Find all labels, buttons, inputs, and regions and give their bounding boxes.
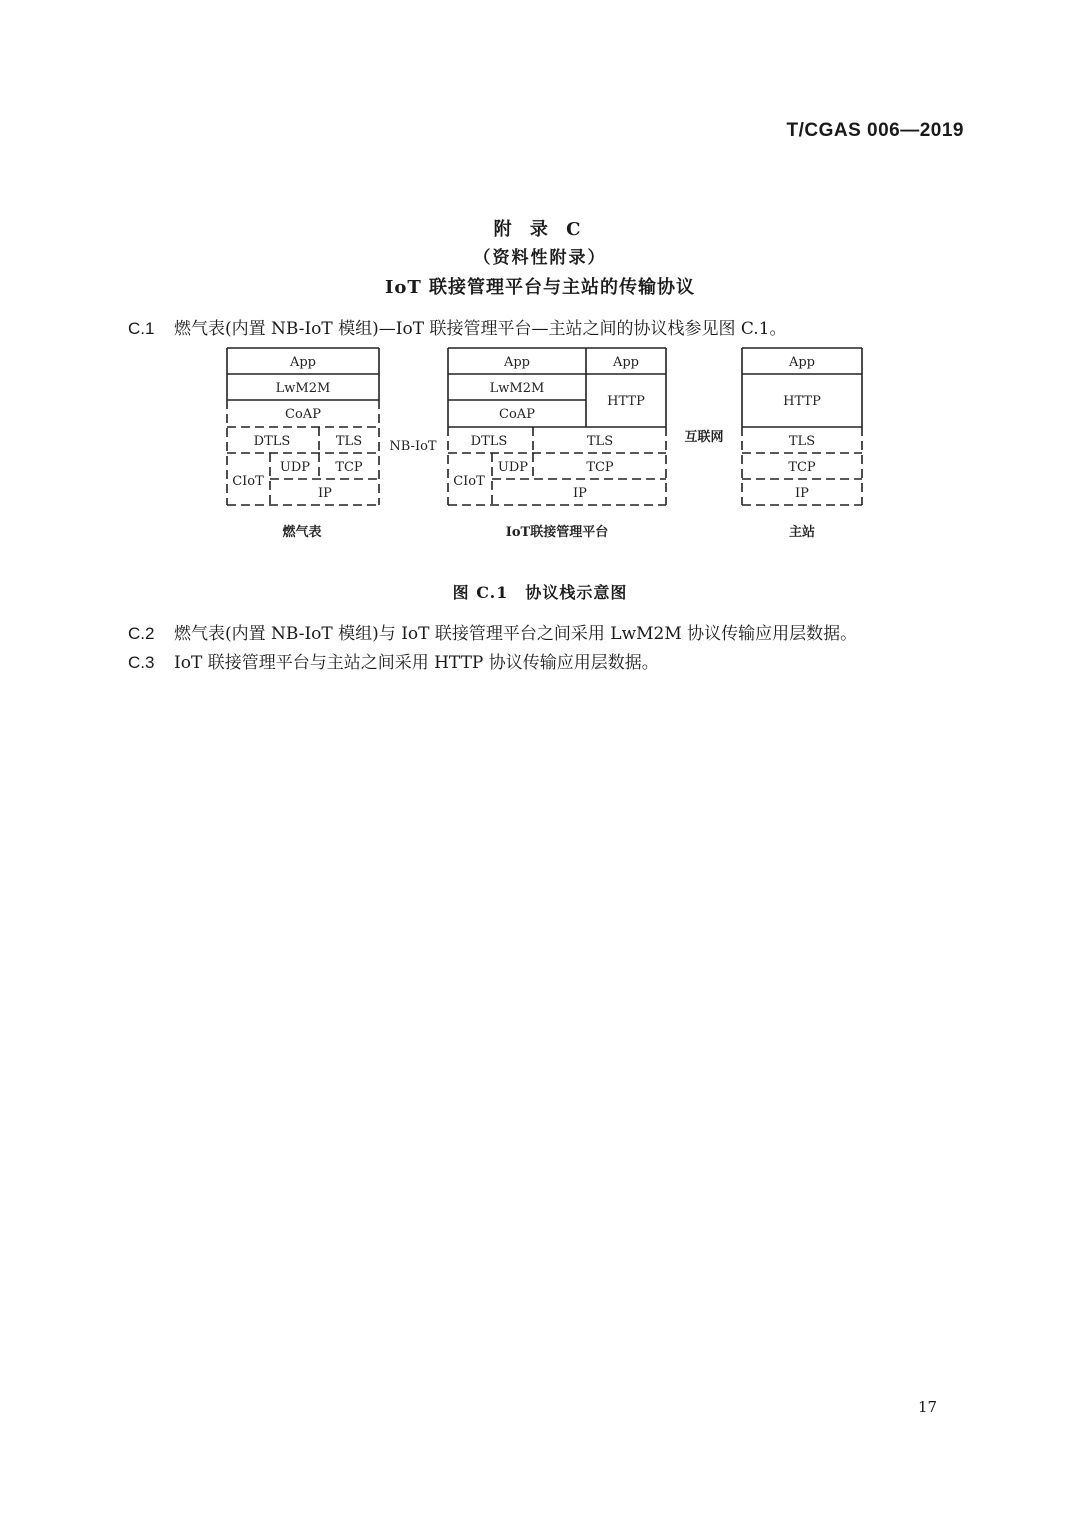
platform-layer-http: HTTP [607,394,645,409]
page-number: 17 [918,1398,938,1416]
platform-layer-coap: CoAP [499,407,535,422]
paragraph-number: C.1 [128,319,155,338]
meter-layer-ip: IP [318,486,332,501]
station-layer-tcp: TCP [788,460,816,475]
meter-label: 燃气表 [282,525,322,540]
paragraph-text: 燃气表(内置 NB-IoT 模组)—IoT 联接管理平台—主站之间的协议栈参见图 C.1。 [174,319,787,339]
platform-layer-udp: UDP [497,460,529,475]
platform-layer-app-left: App [503,355,531,370]
paragraph-number: C.3 [128,653,155,672]
meter-layer-dtls: DTLS [253,434,291,449]
platform-layer-app-right: App [612,355,640,370]
meter-layer-tcp: TCP [335,460,363,475]
platform-layer-ciot: CIoT [453,474,485,489]
meter-layer-coap: CoAP [285,407,321,422]
station-layer-ip: IP [795,486,809,501]
station-layer-app: App [788,355,816,370]
appendix-heading: IoT 联接管理平台与主站的传输协议 [384,277,696,298]
station-label: 主站 [788,525,816,540]
meter-layer-lwm2m: LwM2M [275,381,331,396]
paragraph-c2 [128,622,968,646]
appendix-subtitle: （资料性附录） [473,248,607,268]
platform-layer-dtls: DTLS [470,434,508,449]
meter-layer-ciot: CIoT [232,474,264,489]
paragraph-number: C.2 [128,624,155,643]
station-layer-http: HTTP [783,394,821,409]
meter-layer-app: App [289,355,317,370]
platform-layer-lwm2m: LwM2M [489,381,545,396]
paragraph-text: IoT 联接管理平台与主站之间采用 HTTP 协议传输应用层数据。 [174,653,659,673]
platform-layer-ip: IP [573,486,587,501]
internet-link-label: 互联网 [684,430,724,445]
meter-layer-tls: TLS [335,434,363,449]
nb-iot-link-label: NB-IoT [389,439,437,454]
document-code: T/CGAS 006—2019 [786,120,964,141]
platform-label: IoT联接管理平台 [505,525,609,540]
appendix-title: 附 录 C [493,219,587,240]
station-stack [742,348,862,505]
paragraph-text: 燃气表(内置 NB-IoT 模组)与 IoT 联接管理平台之间采用 LwM2M 协议传输应用层数据。 [174,624,858,644]
platform-layer-tcp: TCP [586,460,614,475]
station-layer-tls: TLS [788,434,816,449]
meter-layer-udp: UDP [279,460,311,475]
protocol-stack-figure [0,0,1080,560]
platform-layer-tls: TLS [586,434,614,449]
paragraph-c3 [128,651,968,675]
figure-caption: 图 C.1 协议栈示意图 [452,583,628,602]
